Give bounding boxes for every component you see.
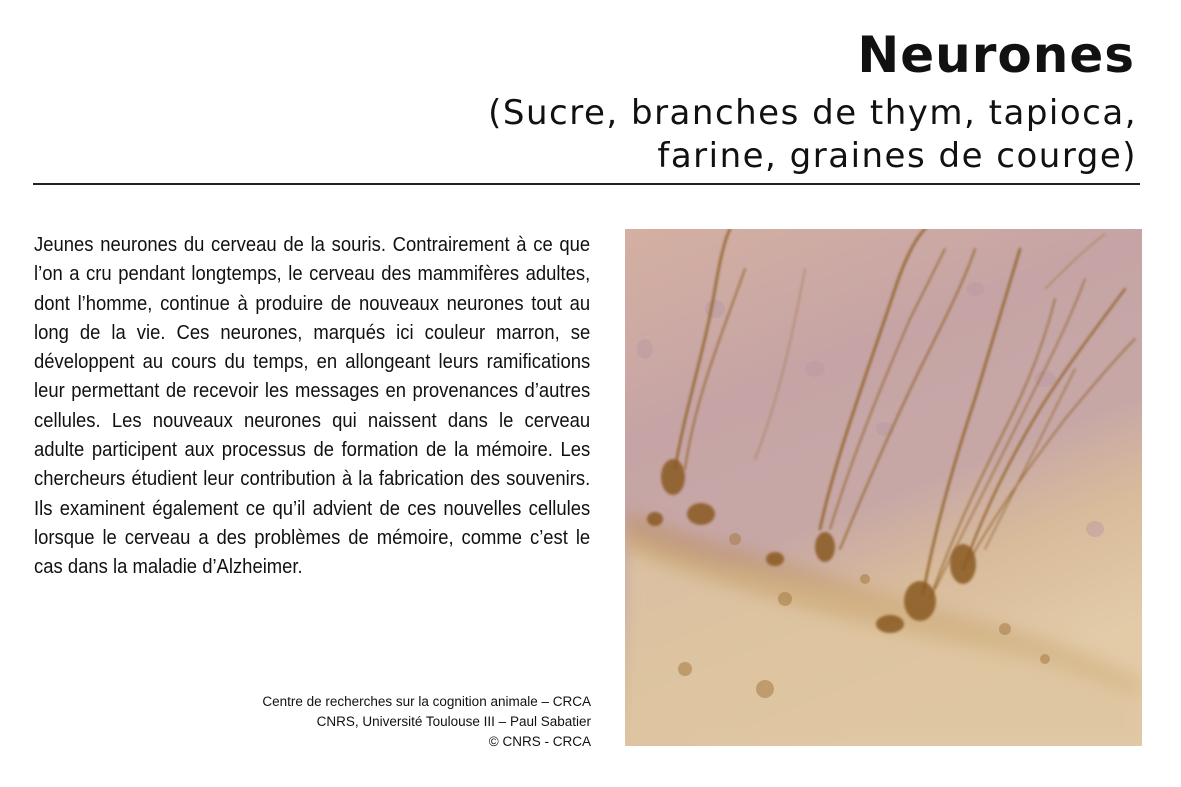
credits-block xyxy=(171,692,591,752)
page-subtitle xyxy=(237,92,1137,178)
neuron-micrograph xyxy=(625,229,1142,746)
credit-line-institution: CNRS, Université Toulouse III – Paul Sabatier xyxy=(316,714,591,729)
page-title: Neurones xyxy=(857,26,1135,84)
credit-line-lab: Centre de recherches sur la cognition animale – CRCA xyxy=(262,694,591,709)
title-divider xyxy=(33,183,1140,185)
description-paragraph: Jeunes neurones du cerveau de la souris. Contrairement à ce que l’on a cru pendant longtemps, le cerveau des mammifères adultes, dont l’homme, continue à produire de nouveaux neurones tout au long de la vie. Ces neurones, marqués ici couleur marron, se développent au cours du temps, en allongeant leurs ramifications leur permettant de recevoir les messages en provenances d’autres cellules. Les nouveaux neurones qui naissent dans le cerveau adulte participent aux processus de formation de la mémoire. Les chercheurs étudient leur contribution à la fabrication des souvenirs. Ils examinent également ce qu’il advient de ces nouvelles cellules lorsque le cerveau a des problèmes de mémoire, comme c’est le cas dans la maladie d’Alzheimer. xyxy=(34,233,591,579)
micrograph-illustration xyxy=(625,229,1142,746)
subtitle-line-2: farine, graines de courge) xyxy=(657,136,1137,176)
credit-line-copyright: © CNRS - CRCA xyxy=(488,734,591,749)
subtitle-line-1: (Sucre, branches de thym, tapioca, xyxy=(488,93,1137,133)
